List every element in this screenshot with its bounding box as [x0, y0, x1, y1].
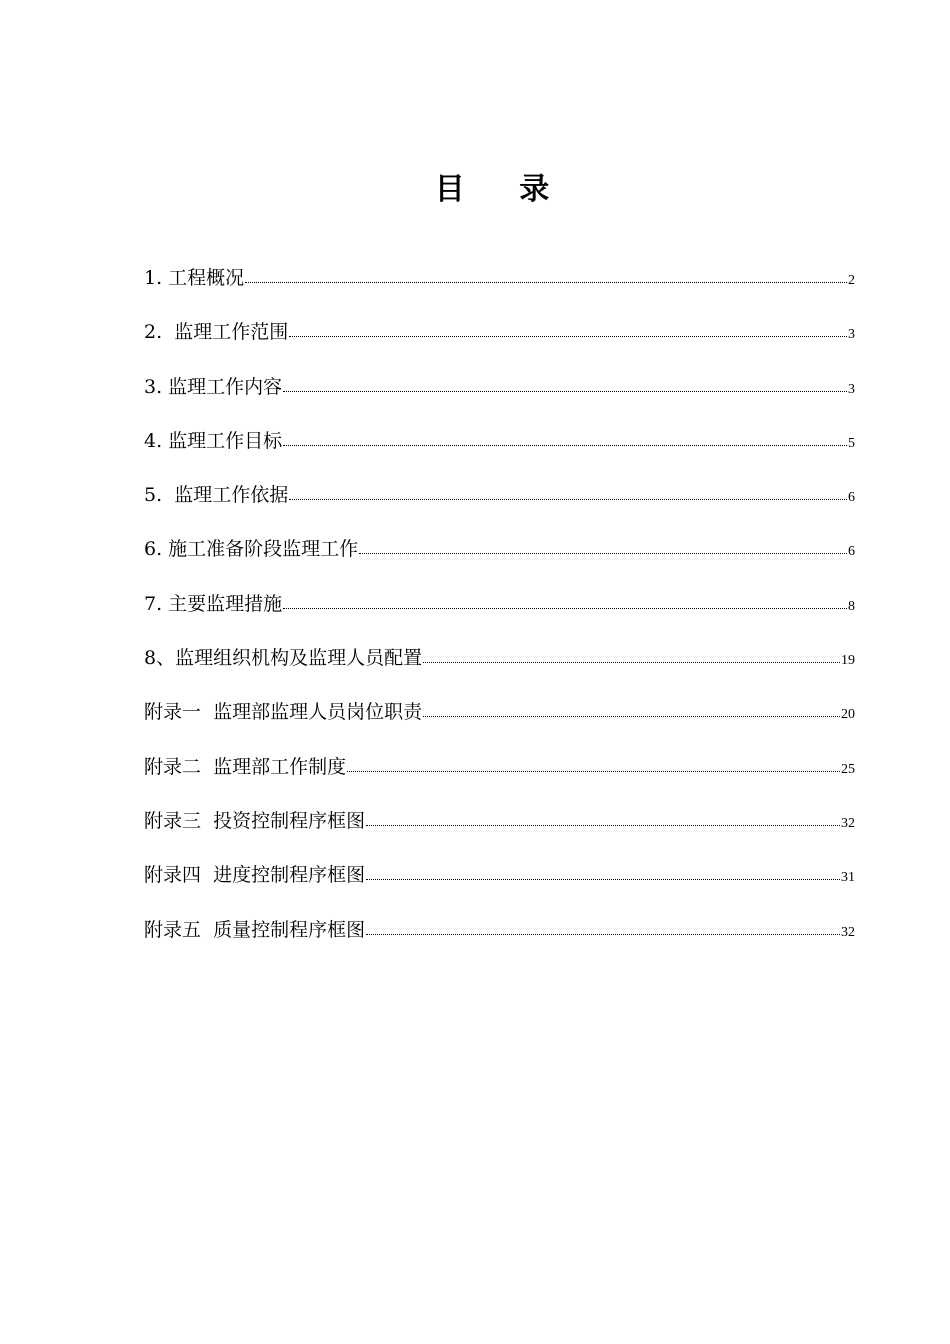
dot-leader	[359, 553, 847, 554]
toc-entry-page: 3	[848, 381, 855, 397]
dot-leader	[347, 771, 840, 772]
toc-entry-label: 1. 工程概况	[144, 267, 245, 289]
page-title: 目 录	[434, 172, 572, 207]
toc-entry-page: 6	[848, 490, 855, 506]
dot-leader	[245, 282, 847, 283]
toc-entry-label: 7. 主要监理措施	[144, 592, 283, 615]
toc-entry-label: 8、监理组织机构及监理人员配置	[144, 647, 423, 670]
toc-entry-page: 3	[848, 327, 855, 343]
dot-leader	[289, 336, 847, 337]
toc-entry[interactable]	[144, 692, 855, 746]
toc-entry-label: 附录四 进度控制程序框图	[144, 864, 366, 887]
toc-entry-page: 31	[841, 870, 855, 886]
toc-entry[interactable]	[144, 638, 855, 692]
toc-entry-page: 6	[848, 544, 855, 560]
toc-entry[interactable]	[144, 312, 855, 366]
dot-leader	[283, 445, 847, 446]
toc-entry[interactable]	[144, 529, 855, 583]
toc-entry-label: 附录三 投资控制程序框图	[144, 809, 366, 832]
toc-entry-page: 20	[841, 707, 855, 723]
table-of-contents	[144, 258, 855, 964]
toc-entry[interactable]	[144, 421, 855, 475]
toc-entry-page: 32	[841, 815, 855, 831]
dot-leader	[289, 499, 847, 500]
dot-leader	[283, 391, 847, 392]
toc-entry[interactable]	[144, 747, 855, 801]
toc-entry-label: 2. 监理工作范围	[144, 321, 289, 344]
toc-entry-label: 6. 施工准备阶段监理工作	[144, 538, 359, 561]
toc-entry[interactable]	[144, 367, 855, 421]
toc-entry[interactable]	[144, 855, 855, 909]
toc-entry-label: 4. 监理工作目标	[144, 429, 283, 452]
toc-entry[interactable]	[144, 910, 855, 964]
dot-leader	[366, 879, 840, 880]
toc-entry-page: 32	[841, 924, 855, 940]
toc-entry-label: 附录五 质量控制程序框图	[144, 918, 366, 941]
toc-entry-label: 附录二 监理部工作制度	[144, 755, 347, 778]
dot-leader	[366, 825, 840, 826]
toc-entry-page: 19	[841, 653, 855, 669]
toc-entry[interactable]	[144, 475, 855, 529]
dot-leader	[283, 608, 847, 609]
toc-entry-label: 5. 监理工作依据	[144, 484, 289, 507]
toc-entry[interactable]	[144, 584, 855, 638]
toc-entry-page: 5	[848, 435, 855, 451]
toc-entry-page: 8	[848, 598, 855, 614]
toc-entry[interactable]	[144, 801, 855, 855]
toc-entry-label: 附录一 监理部监理人员岗位职责	[144, 701, 423, 724]
toc-entry-page: 2	[848, 273, 855, 288]
toc-entry[interactable]	[144, 258, 855, 312]
dot-leader	[423, 716, 840, 717]
dot-leader	[423, 662, 840, 663]
toc-entry-page: 25	[841, 761, 855, 777]
toc-entry-label: 3. 监理工作内容	[144, 375, 283, 398]
dot-leader	[366, 934, 840, 935]
